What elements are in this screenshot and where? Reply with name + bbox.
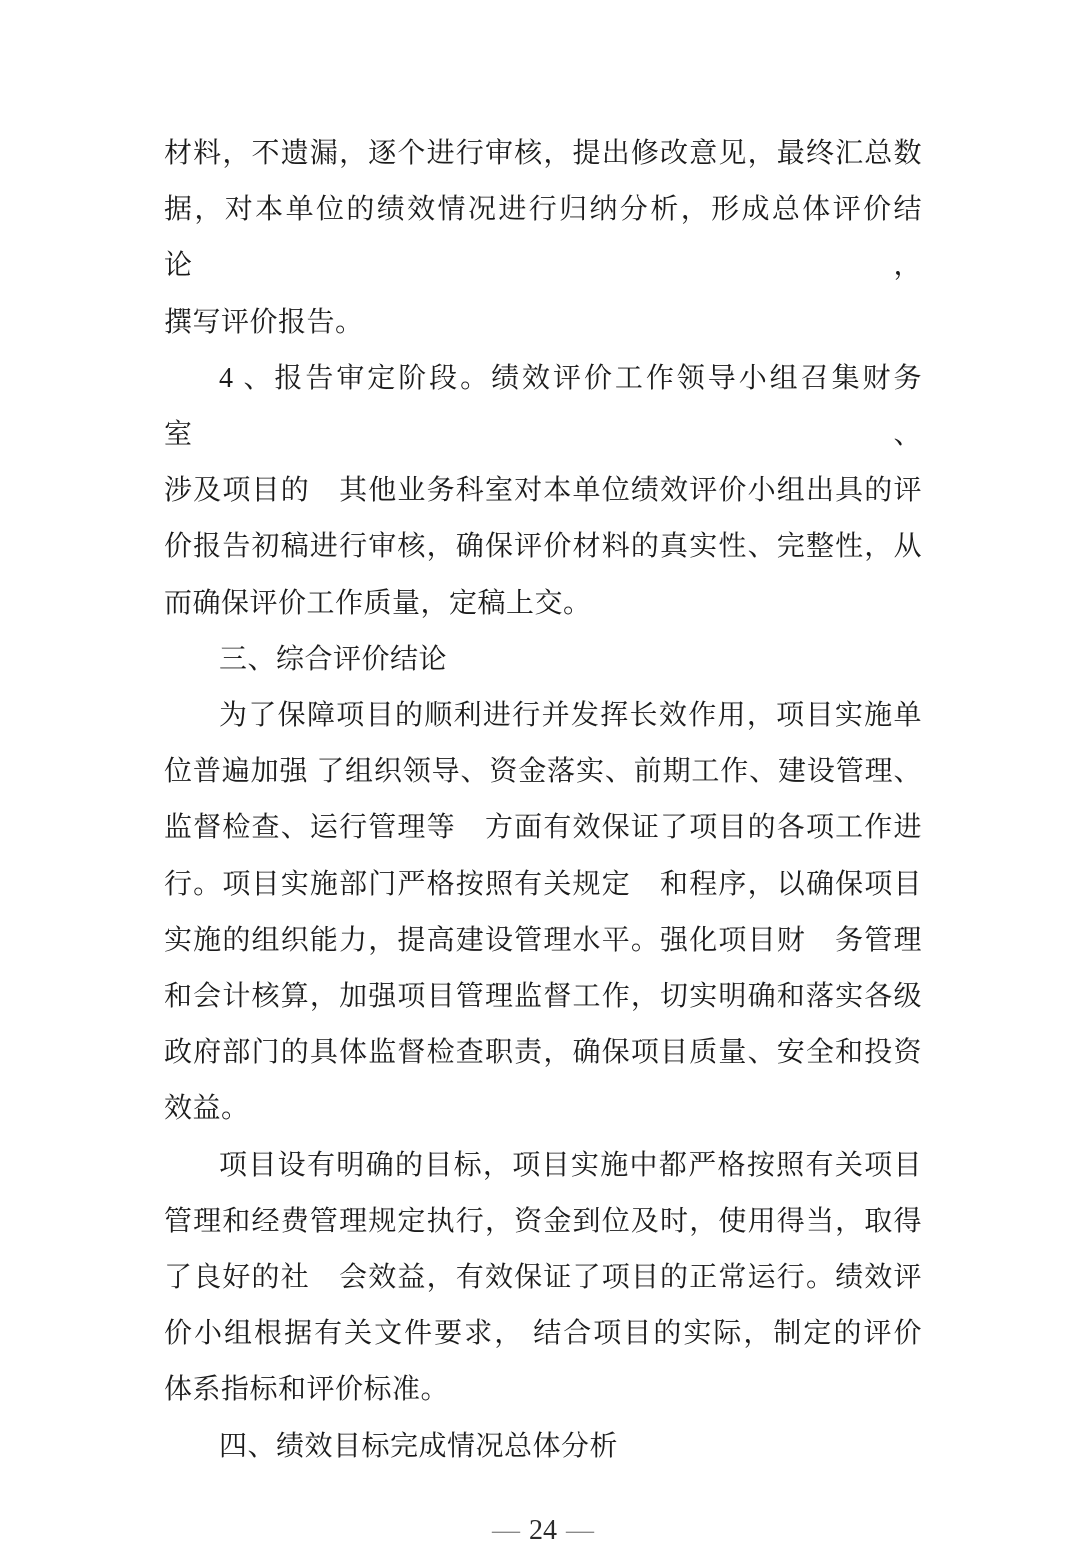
text-line: 了良好的社 会效益，有效保证了项目的正常运行。绩效评: [164, 1262, 922, 1294]
text-line: 监督检查、运行管理等 方面有效保证了项目的各项工作进: [164, 812, 922, 844]
footer-dash-left: —: [492, 1514, 520, 1546]
text-line: 据，对本单位的绩效情况进行归纳分析，形成总体评价结论，: [164, 194, 922, 282]
text-line: 材料，不遗漏，逐个进行审核，提出修改意见，最终汇总数: [164, 138, 922, 169]
text-line: 4 、报告审定阶段。绩效评价工作领导小组召集财务室、: [164, 362, 922, 451]
text-line: 政府部门的具体监督检查职责，确保项目质量、安全和投资: [164, 1037, 922, 1069]
text-line: 体系指标和评价标准。: [164, 1374, 450, 1406]
text-line: 项目设有明确的目标，项目实施中都严格按照有关项目: [219, 1149, 922, 1181]
text-line: 行。项目实施部门严格按照有关规定 和程序，以确保项目: [164, 868, 922, 900]
text-line: 四、绩效目标完成情况总体分析: [219, 1430, 619, 1462]
text-line: 实施的组织能力，提高建设管理水平。强化项目财 务管理: [164, 924, 922, 956]
text-line: 价报告初稿进行审核，确保评价材料的真实性、完整性，从: [164, 531, 922, 563]
page-footer: [164, 1511, 922, 1551]
text-line: 撰写评价报告。: [164, 306, 364, 338]
footer-dash-right: —: [566, 1514, 594, 1546]
text-line: 三、综合评价结论: [219, 643, 448, 675]
text-line: 管理和经费管理规定执行，资金到位及时，使用得当，取得: [164, 1205, 922, 1237]
text-line: 位普遍加强 了组织领导、资金落实、前期工作、建设管理、: [164, 756, 922, 788]
text-line: 涉及项目的 其他业务科室对本单位绩效评价小组出具的评: [164, 475, 922, 507]
text-line: 价小组根据有关文件要求， 结合项目的实际，制定的评价: [164, 1318, 922, 1350]
page-number: 24: [529, 1514, 557, 1546]
text-line: 而确保评价工作质量，定稿上交。: [164, 587, 592, 619]
text-line: 效益。: [164, 1093, 250, 1125]
text-line: 为了保障项目的顺利进行并发挥长效作用，项目实施单: [219, 700, 922, 732]
text-line: 和会计核算，加强项目管理监督工作，切实明确和落实各级: [164, 981, 922, 1013]
